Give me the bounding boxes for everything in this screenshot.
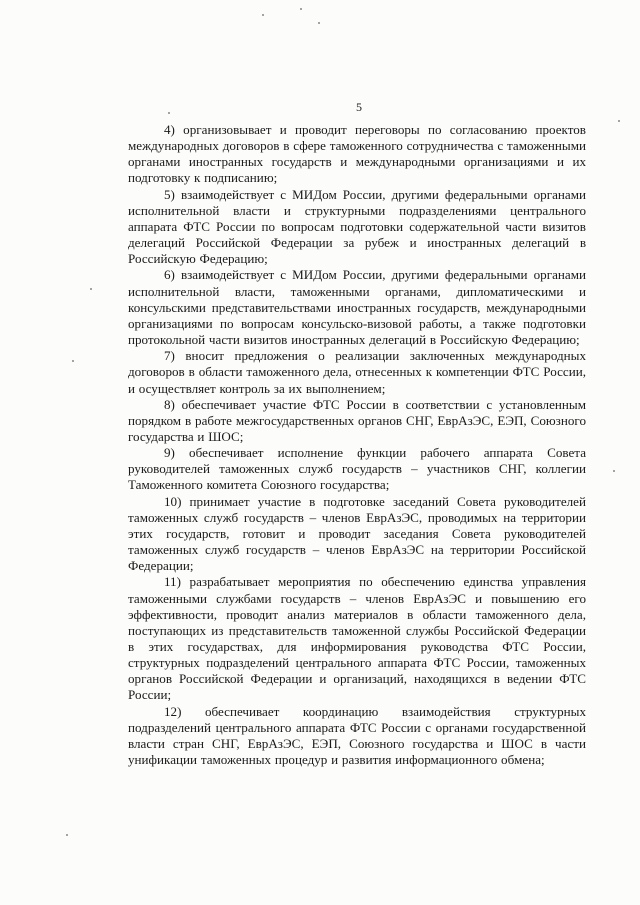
scan-speck — [262, 14, 264, 16]
paragraph-item-9: 9) обеспечивает исполнение функции рабочего аппарата Совета руководителей таможенных служб государств – участников СНГ, коллегии Таможенного комитета Союзного государства; — [128, 445, 586, 493]
paragraph-item-7: 7) вносит предложения о реализации заключенных международных договоров в области таможенного дела, отнесенных к компетенции ФТС России, и осуществляет контроль за их выполнением; — [128, 348, 586, 396]
paragraph-item-11: 11) разрабатывает мероприятия по обеспечению единства управления таможенными службами государств – членов ЕврАзЭС и повышению его эффективности, проводит анализ материалов в области таможенного дела, поступающих из представительств таможенной службы Российской Федерации в этих государствах, для информирования руководства ФТС России, структурных подразделений центрального аппарата ФТС России, таможенных органов Российской Федерации и организаций, находящихся в ведении ФТС России; — [128, 574, 586, 703]
paragraph-item-10: 10) принимает участие в подготовке заседаний Совета руководителей таможенных служб государств – членов ЕврАзЭС, проводимых на территории этих государств, готовит и проводит заседания Совета руководителей таможенных служб государств – членов ЕврАзЭС на территории Российской Федерации; — [128, 493, 586, 574]
scan-speck — [66, 834, 68, 836]
paragraph-item-4: 4) организовывает и проводит переговоры по согласованию проектов международных договоров в сфере таможенного сотрудничества с таможенными органами иностранных государств и международными организациями и их подготовку к подписанию; — [128, 122, 586, 186]
scan-speck — [618, 120, 620, 122]
paragraph-item-12: 12) обеспечивает координацию взаимодействия структурных подразделений центрального аппарата ФТС России с органами государственной власти стран СНГ, ЕврАзЭС, ЕЭП, Союзного государства и ШОС в части унификации таможенных процедур и развития информационного обмена; — [128, 703, 586, 768]
scan-speck — [90, 288, 92, 290]
scan-speck — [318, 22, 320, 24]
paragraph-item-6: 6) взаимодействует с МИДом России, другими федеральными органами исполнительной власти, таможенными органами, дипломатическими и консульскими представительствами иностранных государств, международными организациями по вопросам консульско-визовой работы, а также подготовки протокольной части визитов иностранных делегаций в Российскую Федерацию; — [128, 267, 586, 348]
paragraph-item-8: 8) обеспечивает участие ФТС России в соответствии с установленным порядком в работе межгосударственных органов СНГ, ЕврАзЭС, ЕЭП, Союзного государства и ШОС; — [128, 396, 586, 444]
scan-speck — [72, 360, 74, 362]
scan-speck — [300, 8, 302, 10]
paragraph-item-5: 5) взаимодействует с МИДом России, другими федеральными органами исполнительной власти и структурными подразделениями центрального аппарата ФТС России по вопросам подготовки содержательной части визитов делегаций Российской Федерации за рубеж и иностранных делегаций в Российскую Федерацию; — [128, 186, 586, 267]
document-body — [128, 122, 586, 768]
scan-speck — [168, 112, 170, 114]
scan-speck — [613, 470, 615, 472]
page-number: 5 — [356, 100, 362, 114]
